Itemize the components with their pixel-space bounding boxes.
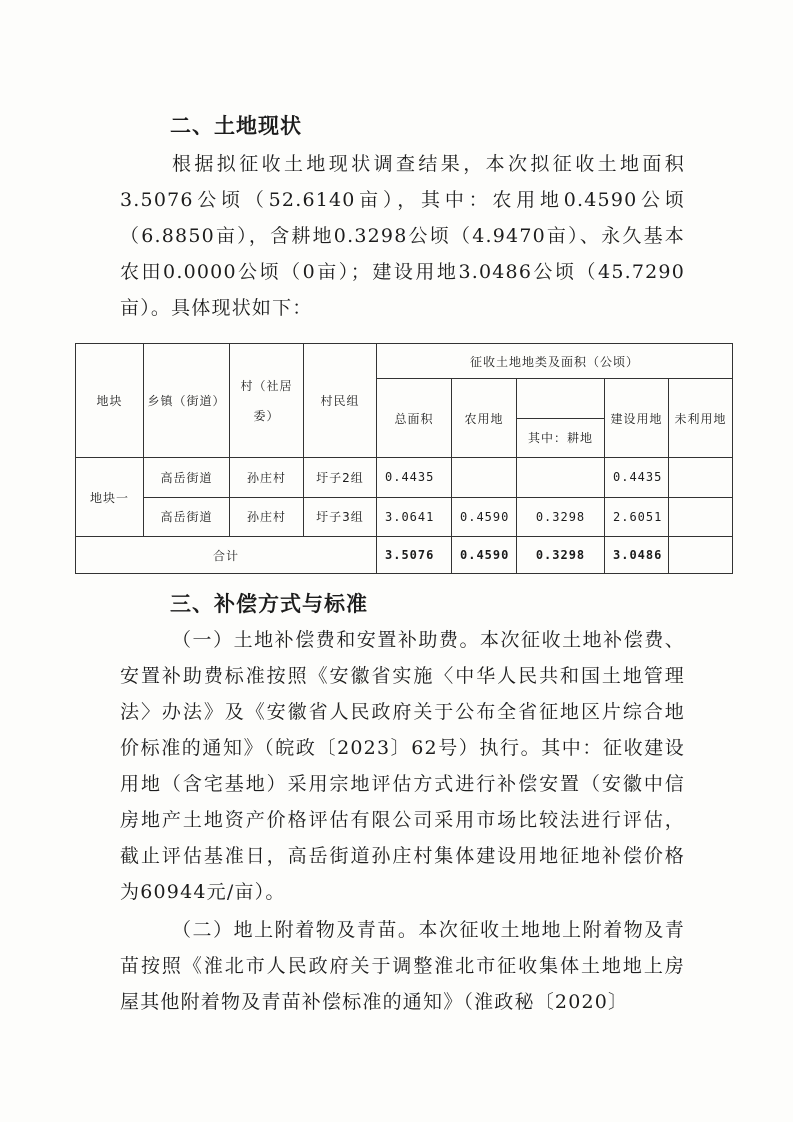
row2-group: 圩子3组 bbox=[304, 497, 377, 537]
sum-agri: 0.4590 bbox=[452, 537, 517, 574]
header-total: 总面积 bbox=[377, 379, 452, 458]
header-group: 村民组 bbox=[304, 344, 377, 458]
land-area-table bbox=[75, 343, 733, 574]
section-heading-land-status: 二、土地现状 bbox=[170, 114, 302, 138]
sum-label: 合计 bbox=[76, 537, 377, 574]
compensation-paragraph-1: （一）土地补偿费和安置补助费。本次征收土地补偿费、安置补助费标准按照《安徽省实施〈中华人民共和国土地管理法〉办法》及《安徽省人民政府关于公布全省征地区片综合地价标准的通知》（皖政〔2023〕62号）执行。其中：征收建设用地（含宅基地）采用宗地评估方式进行补偿安置（安徽中信房地产土地资产价格评估有限公司采用市场比较法进行评估，截止评估基准日，高岳街道孙庄村集体建设用地征地补偿价格为60944元/亩）。 bbox=[120, 629, 685, 903]
plot-name: 地块一 bbox=[76, 458, 144, 537]
header-plot: 地块 bbox=[76, 344, 144, 458]
row2-village: 孙庄村 bbox=[230, 497, 304, 537]
row2-arable: 0.3298 bbox=[517, 497, 605, 537]
sum-arable: 0.3298 bbox=[517, 537, 605, 574]
compensation-paragraph-2: （二）地上附着物及青苗。本次征收土地地上附着物及青苗按照《淮北市人民政府关于调整淮北市征收集体土地地上房屋其他附着物及青苗补偿标准的通知》（淮政秘〔2020〕 bbox=[120, 919, 685, 1013]
sum-unused bbox=[669, 537, 733, 574]
row1-arable bbox=[517, 458, 605, 498]
row1-construction: 0.4435 bbox=[605, 458, 669, 498]
row1-agri bbox=[452, 458, 517, 498]
header-village: 村（社居委） bbox=[230, 344, 304, 458]
header-unused: 未利用地 bbox=[669, 379, 733, 458]
row1-unused bbox=[669, 458, 733, 498]
row2-agri: 0.4590 bbox=[452, 497, 517, 537]
header-arable: 其中：耕地 bbox=[517, 418, 605, 458]
land-status-paragraph: 根据拟征收土地现状调查结果，本次拟征收土地面积3.5076公顷（52.6140亩），其中：农用地0.4590公顷（6.8850亩），含耕地0.3298公顷（4.9470亩）、永久基本农田0.0000公顷（0亩）；建设用地3.0486公顷（45.7290亩）。具体现状如下： bbox=[120, 153, 685, 319]
header-arable-spacer bbox=[517, 379, 605, 419]
row2-total: 3.0641 bbox=[377, 497, 452, 537]
row2-township: 高岳街道 bbox=[144, 497, 230, 537]
row1-total: 0.4435 bbox=[377, 458, 452, 498]
row2-unused bbox=[669, 497, 733, 537]
row1-township: 高岳街道 bbox=[144, 458, 230, 498]
header-construction: 建设用地 bbox=[605, 379, 669, 458]
row2-construction: 2.6051 bbox=[605, 497, 669, 537]
header-agri: 农用地 bbox=[452, 379, 517, 458]
row1-group: 圩子2组 bbox=[304, 458, 377, 498]
header-area-group: 征收土地地类及面积（公顷） bbox=[377, 344, 733, 379]
section-heading-compensation: 三、补偿方式与标准 bbox=[170, 592, 368, 616]
sum-total: 3.5076 bbox=[377, 537, 452, 574]
header-township: 乡镇（街道） bbox=[144, 344, 230, 458]
row1-village: 孙庄村 bbox=[230, 458, 304, 498]
sum-construction: 3.0486 bbox=[605, 537, 669, 574]
